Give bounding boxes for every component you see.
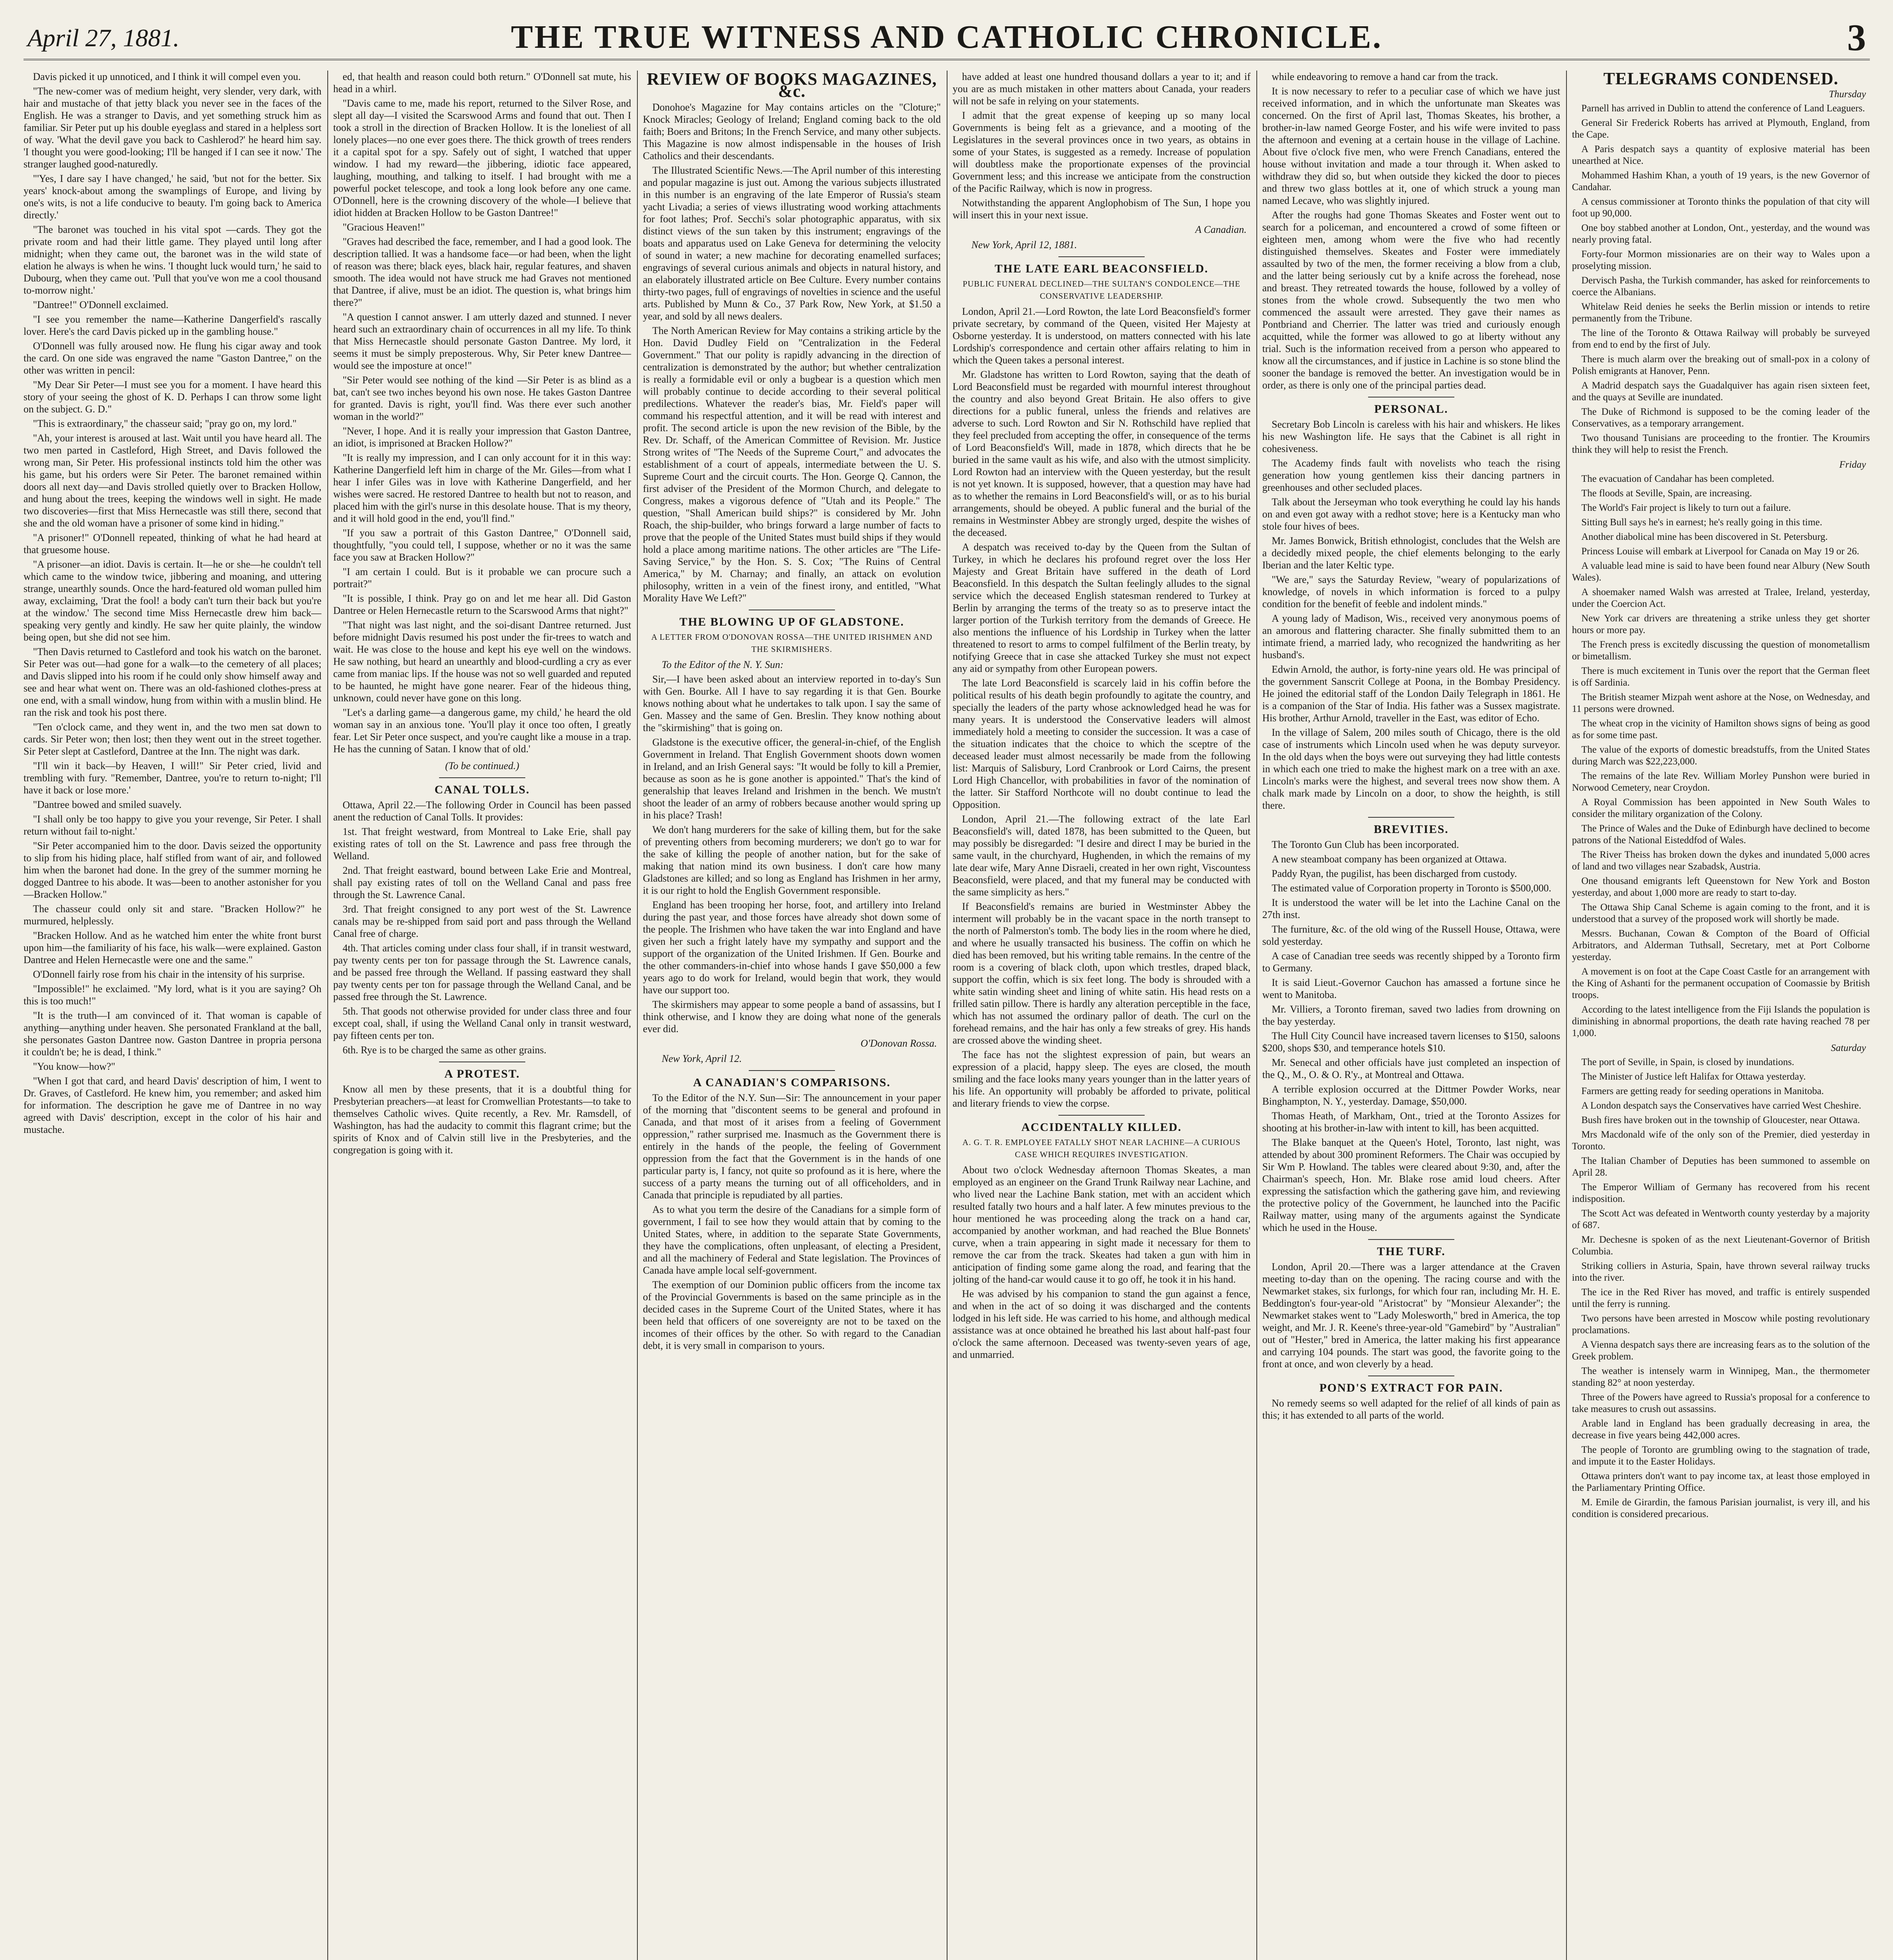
paragraph: If Beaconsfield's remains are buried in Westminster Abbey the interment will probably be in the vacant space in the north transept to the north of Palmerston's tomb. The body lies in the room where he died, and where he usually transacted his business. The coffin on which he died has been removed, but his writing table remains. In the centre of the room is a covering of black cloth, upon which trestles, draped black, support the coffin, which is six feet long. The body is shrouded with a white satin winding sheet and lining of white satin. His head rests on a frilled satin pillow. There is hardly any alteration perceptible in the face, which has not assumed the ordinary pallor of death. The curl on the forehead remains, and the hair has only a few streaks of grey. His hands are crossed above the winding sheet. [953,901,1251,1046]
paragraph: "Davis came to me, made his report, returned to the Silver Rose, and slept all day—I visited the Scarswood Arms and found that out. Then I took a stroll in the direction of Bracken Hollow. It is the loneliest of all lonely places—no one ever goes there. The thick growth of trees renders it a capital spot for a spy. Safely out of sight, I watched that upper window. I had my reward—the jibbering, idiotic face appeared, laughing, mouthing, and talking to itself. I had brought with me a powerful pocket telescope, and took a long look before any one came. O'Donnell, here is the crowning discovery of the whole—I believe that idiot hidden at Bracken Hollow to be Gaston Dantree!" [333,98,631,218]
paragraph: have added at least one hundred thousand dollars a year to it; and if you are as much mistaken in other matters about Canada, your readers will not be safe in relying on your statements. [953,71,1251,107]
paragraph: General Sir Frederick Roberts has arrived at Plymouth, England, from the Cape. [1572,118,1870,140]
paragraph: "Impossible!" he exclaimed. "My lord, what is it you are saying? Oh this is too much!" [24,983,321,1007]
paragraph: Thomas Heath, of Markham, Ont., tried at the Toronto Assizes for shooting at his brother-in-law with intent to kill, has been acquitted. [1262,1110,1560,1134]
paragraph: A Royal Commission has been appointed in New South Wales to consider the military organization of the Colony. [1572,797,1870,819]
gladstone-dateline: New York, April 12. [662,1053,742,1064]
paragraph: A census commissioner at Toronto thinks the population of that city will foot up 90,000. [1572,196,1870,219]
paragraph: The evacuation of Candahar has been completed. [1581,474,1775,484]
paragraph: The exemption of our Dominion public officers from the income tax of the Provincial Governments is based on the same principle as in the decided cases in the Supreme Court of the United States, where it has been held that officers of one sovereignty are not to be taxed on the incomes of their offices by the other. So with regard to the Canadian debt, it is very small in comparison to yours. [643,1279,941,1351]
paragraph: A Vienna despatch says there are increasing fears as to the solution of the Greek problem. [1572,1339,1870,1362]
paragraph: Ottawa printers don't want to pay income tax, at least those employed in the Parliamentary Printing Office. [1572,1471,1870,1493]
newspaper-page [24,12,1870,1960]
newspaper-title: THE TRUE WITNESS AND CATHOLIC CHRONICLE. [511,19,1383,55]
column-1 [24,71,321,1960]
paragraph: The face has not the slightest expression of pain, but wears an expression of a placid, happy sleep. The eyes are closed, the mouth smiling and the face looks many years younger than in the latter years of his life. An opportunity will probably be afforded to private, political and literary friends to view the corpse. [953,1049,1251,1109]
paragraph: A London despatch says the Conservatives have carried West Cheshire. [1581,1100,1862,1111]
paragraph: Mohammed Hashim Khan, a youth of 19 years, is the new Governor of Candahar. [1572,170,1870,192]
review-section-title: REVIEW OF BOOKS MAGAZINES, &c. [647,71,937,101]
paragraph: "Then Davis returned to Castleford and took his watch on the baronet. Sir Peter was out—had gone for a walk—to the cemetery of all places; and Davis slipped into his room if he could only show himself away and see and hear what went on. There was an old-fashioned clothes-press at one end, with a small window, hung from within with a muslin blind. He ran the risk and took his post there. [24,646,321,718]
paragraph: Sir,—I have been asked about an interview reported in to-day's Sun with Gen. Bourke. All I have to say regarding it is that Gen. Bourke knows nothing about what he undertakes to talk upon. I say the same of Gen. Massey and the same of Gen. Breslin. They know nothing about the "skirmishing" that is going on. [643,673,941,733]
paragraph: Mr. Villiers, a Toronto fireman, saved two ladies from drowning on the bay yesterday. [1262,1004,1560,1027]
telegrams-saturday [1572,1056,1870,1520]
personal-heading: PERSONAL. [1374,403,1448,416]
accident-heading: ACCIDENTALLY KILLED. [1021,1121,1182,1134]
beaconsfield-subheading: PUBLIC FUNERAL DECLINED—THE SULTAN'S CONDOLENCE—THE CONSERVATIVE LEADERSHIP. [962,279,1241,301]
paragraph: There is much excitement in Tunis over the report that the German fleet is off Sardinia. [1572,666,1870,688]
to-be-continued: (To be continued.) [445,760,519,771]
paragraph: The wheat crop in the vicinity of Hamilton shows signs of being as good as for some time past. [1572,718,1870,740]
paragraph: Ottawa, April 22.—The following Order in Council has been passed anent the reduction of Canal Tolls. It provides: [333,799,631,823]
paragraph: O'Donnell fairly rose from his chair in the intensity of his surprise. [33,969,305,980]
paragraph: A new steamboat company has been organized at Ottawa. [1272,853,1507,865]
paragraph: "Dantree bowed and smiled suavely. [33,799,182,810]
paragraph: The value of the exports of domestic breadstuffs, from the United States during March was $22,223,000. [1572,744,1870,767]
paragraph: A young lady of Madison, Wis., received very anonymous poems of an amorous and flattering character. She finally submitted them to an intimate friend, a married lady, who recognized the handwriting as her husband's. [1262,613,1560,661]
paragraph: The Italian Chamber of Deputies has been summoned to assemble on April 28. [1572,1156,1870,1178]
paragraph: A despatch was received to-day by the Queen from the Sultan of Turkey, in which he declares his profound regret over the loss Her Majesty and Great Britain have suffered in the death of Lord Beaconsfield. In this despatch the Sultan feelingly alludes to the signal service which the deceased English statesman rendered to Turkey at Berlin by arranging the terms of the treaty so as to preserve intact the larger portion of the Turkish territory from the demands of Greece. He also mentions the influence of his Lordship in Turkey when the latter threatened to resort to arms to compel fulfilment of the Berlin treaty, by notifying Greece that in case she attacked Turkey she must not expect any aid or sympathy from other European powers. [953,541,1251,674]
paragraph: It is understood the water will be let into the Lachine Canal on the 27th inst. [1262,897,1560,920]
paragraph: "If you saw a portrait of this Gaston Dantree," O'Donnell said, thoughtfully, "you could tell, I suppose, whether or no it was the same face you saw at Bracken Hollow?" [333,527,631,563]
paragraph: The weather is intensely warm in Winnipeg, Man., the thermometer standing 82° at noon yesterday. [1572,1366,1870,1388]
beaconsfield-article [953,305,1251,1109]
column-2 [333,71,631,1960]
divider [749,1070,835,1071]
day-label-saturday: Saturday [1831,1043,1866,1053]
paragraph: Mr. Dechesne is spoken of as the next Lieutenant-Governor of British Columbia. [1572,1234,1870,1257]
paragraph: "We are," says the Saturday Review, "weary of popularizations of knowledge, of novels in which information is forced to a pulpy condition for the benefit of feeble and indolent minds." [1262,574,1560,610]
paragraph: Bush fires have broken out in the township of Gloucester, near Ottawa. [1581,1115,1860,1125]
paragraph: "The baronet was touched in his vital spot —cards. They got the private room and had their little game. They played until long after midnight; when they came out, the baronet was in the wild state of elation he always is when he wins. 'I thought luck would turn,' he said to Dubourg, when they came out. 'Pull that you've won me a cool thousand to-morrow night.' [24,224,321,296]
divider [1058,1115,1145,1116]
paragraph: England has been trooping her horse, foot, and artillery into Ireland during the past year, and those forces have already shot down some of the people. The Irishmen who have taken the war into England and have given her such a fright lately have my sympathy and support and the support of the organization of the United Irishmen. If Gen. Bourke and the other commanders-in-chief into whose hands I gave $50,000 a few years ago to do work for Ireland, would begin that work, they would have our support too. [643,899,941,996]
paragraph: Whitelaw Reid denies he seeks the Berlin mission or intends to retire permanently from the Tribune. [1572,301,1870,324]
paragraph: As to what you term the desire of the Canadians for a simple form of government, I fail to see how they would attain that by coming to the United States, where, in addition to the separate State Governments, they have the complications, often unpleasant, of electing a President, and all the machinery of Federal and State legislation. The Provinces of Canada have ample local self-government. [643,1204,941,1276]
accident-article-continued [1262,71,1560,391]
column-rule [1566,71,1567,1960]
paragraph: "'Yes, I dare say I have changed,' he said, 'but not for the better. Six years' knock-about among the swamplings of Europe, and living by one's wits, is not a life conducive to beauty. I'm going back to America directly.' [24,173,321,221]
paragraph: "I am certain I could. But is it probable we can procure such a portrait?" [333,566,631,590]
telegrams-heading: TELEGRAMS CONDENSED. [1603,71,1839,88]
gladstone-signature: O'Donovan Rossa. [860,1038,937,1049]
paragraph: The people of Toronto are grumbling owing to the stagnation of trade, and impute it to the Easter Holidays. [1572,1445,1870,1467]
paragraph: Mr. James Bonwick, British ethnologist, concludes that the Welsh are a decidedly mixed people, the chief elements belonging to the early Iberian and the later Keltic type. [1262,535,1560,571]
paragraph: "Bracken Hollow. And as he watched him enter the white front burst upon him—the familiarity of his face, his walk—were explained. Gaston Dantree and Helen Hernecastle were one and the same." [24,930,321,965]
paragraph: Two persons have been arrested in Moscow while posting revolutionary proclamations. [1572,1313,1870,1336]
paragraph: "A prisoner—an idiot. Davis is certain. It—he or she—he couldn't tell which came to the window twice, jibbering and moaning, and uttering strange, unearthly sounds. Once the hard-featured old woman pulled him away, exclaiming, 'Drat the fool! a body can't turn their back but you're at the window.' The second time Miss Hernecastle drew him back—speaking very gently and kindly. He saw her quite plainly, the window being open, but she did not see him. [24,559,321,643]
paragraph: The Hull City Council have increased tavern licenses to $150, saloons $200, shops $30, and temperance hotels $10. [1262,1030,1560,1054]
accident-article [953,1164,1251,1361]
paragraph: "A question I cannot answer. I am utterly dazed and stunned. I never heard such an extraordinary chain of occurrences in all my life. To think that Miss Hernecastle should personate Gaston Dantree. My lord, it seems it must be simply preposterous. Why, Sir Peter knew Dantree—would see the imposture at once!" [333,311,631,371]
paragraph: I admit that the great expense of keeping up so many local Governments is being felt as a grievance, and a mooting of the Legislatures in the several provinces once in two years, as obtains in some of your States, is suggested as a remedy. Increase of population will doubtless make the proportionate expenses of the provincial Government less; and this increase we anticipate from the construction of the Pacific Railway, which is now in progress. [953,110,1251,194]
paragraph: According to the latest intelligence from the Fiji Islands the population is diminishing in abnormal proportions, the death rate having reached 78 per 1,000. [1572,1004,1870,1038]
personal-items [1262,418,1560,811]
paragraph: To the Editor of the N.Y. Sun—Sir: The announcement in your paper of the morning that "discontent seems to be general and profound in Canada, and that most of it arises from a feeling of Government oppression," rather surprised me. Inasmuch as the Government there is entirely in the hands of the people, the feeling of Government oppression from the fact that the Government is in the hands of one particular party is, I fancy, not quite so profound as it is here, where the success of a party means the turning out of all officeholders, and in Canada that principle is repudiated by all parties. [643,1092,941,1201]
paragraph: "A prisoner!" O'Donnell repeated, thinking of what he had heard at that gruesome house. [24,532,321,555]
paragraph: Mr. Senecal and other officials have just completed an inspection of the Q., M., O. & O. R'y., at Montreal and Ottawa. [1262,1057,1560,1080]
paragraph: Talk about the Jerseyman who took everything he could lay his hands on and even got away with a redhot stove; here is a Kentucky man who stole four hives of bees. [1262,496,1560,532]
paragraph: "Gracious Heaven!" [343,221,425,233]
paragraph: Another diabolical mine has been discovered in St. Petersburg. [1581,532,1828,542]
paragraph: "Sir Peter accompanied him to the door. Davis seized the opportunity to slip from his hiding place, half stifled from want of air, and followed him when the baronet had done. In the grey of the summer morning he dogged Dantree to his abode. It was—been to another astonisher for you—Bracken Hollow." [24,840,321,900]
beaconsfield-heading: THE LATE EARL BEACONSFIELD. [995,262,1209,275]
canal-tolls-article [333,799,631,1056]
issue-date: April 27, 1881. [27,24,180,52]
protest-heading: A PROTEST. [444,1067,520,1080]
paragraph: 4th. That articles coming under class four shall, if in transit westward, pay twenty cents per ton for passage through the St. Lawrence canals, and be passed free through the Welland. If passing eastward they shall pay twenty cents per ton for passage through the Welland Canal, and be passed free through the St. Lawrence. [333,942,631,1002]
paragraph: The British steamer Mizpah went ashore at the Nose, on Wednesday, and 11 persons were drowned. [1572,692,1870,714]
paragraph: London, April 21.—The following extract of the late Earl Beaconsfield's will, dated 1878, has been submitted to the Queen, but may possibly be disregarded: "I desire and direct I may be buried in the same vault, in the churchyard, Hughenden, in which the remains of my late dear wife, Mary Anne Disraeli, created in her own right, Viscountess Beaconsfield, were placed, and that my funeral may be conducted with the same simplicity as hers." [953,813,1251,898]
paragraph: "This is extraordinary," the chasseur said; "pray go on, my lord." [33,418,297,429]
comparisons-letter [643,1092,941,1352]
paragraph: "Never, I hope. And it is really your impression that Gaston Dantree, an idiot, is imprisoned at Bracken Hollow?" [333,425,631,449]
paragraph: Donohoe's Magazine for May contains articles on the "Cloture;" Knock Miracles; Geology of Ireland; England coming back to the old faith; Boers and Britons; In the French Service, and many other subjects. This Magazine is now almost indispensable in the houses of Irish Catholics and their descendants. [643,102,941,162]
paragraph: The remains of the late Rev. William Morley Punshon were buried in Norwood Cemetery, near Croydon. [1572,771,1870,793]
paragraph: Princess Louise will embark at Liverpool for Canada on May 19 or 26. [1581,546,1859,557]
serial-story [24,71,321,1136]
column-3 [643,71,941,1960]
canadian-dateline: New York, April 12, 1881. [971,239,1077,250]
paragraph: The Academy finds fault with novelists who teach the rising generation how young gentlemen kiss their dancing partners in greenhouses and other secluded places. [1262,457,1560,493]
paragraph: M. Emile de Girardin, the famous Parisian journalist, is very ill, and his condition is considered precarious. [1572,1497,1870,1519]
column-rule [327,71,328,1960]
paragraph: We don't hang murderers for the sake of killing them, but for the sake of preventing others from becoming murderers; we don't go to war for the sake of killing the people of another nation, but for the sake of making that nation mind its own business. I don't care how many Gladstones are killed; and so long as England has Irishmen in her army, it is our right to hold the English Government responsible. [643,824,941,896]
book-reviews [643,101,941,604]
paragraph: It is now necessary to refer to a peculiar case of which we have just received information, and in which the unfortunate man Skeates was concerned. On the first of April last, Thomas Skeates, his brother, a brother-in-law named George Foster, and his wife were invited to pass the afternoon and evening at a certain house in the village of Lachine. About five o'clock five men, who were French Canadians, entered the house without invitation and made a tour through it. When asked to withdraw they did so, but when outside they kicked the door to pieces and threw two glass bottles at it, one of which struck a young man named Lecave, who was slightly injured. [1262,85,1560,206]
divider [1058,256,1145,257]
day-label-thursday: Thursday [1829,89,1866,100]
paragraph: The port of Seville, in Spain, is closed by inundations. [1581,1057,1794,1067]
paragraph: New York car drivers are threatening a strike unless they get shorter hours or more pay. [1572,613,1870,635]
comparisons-heading: A CANADIAN'S COMPARISONS. [693,1076,891,1089]
paragraph: There is much alarm over the breaking out of small-pox in a colony of Polish emigrants at Hanover, Penn. [1572,354,1870,376]
paragraph: The line of the Toronto & Ottawa Railway will probably be surveyed from end to end by the first of July. [1572,328,1870,350]
paragraph: "I see you remember the name—Katherine Dangerfield's rascally lover. Here's the card Davis picked up in the gambling house." [24,314,321,337]
comparisons-letter-continued [953,71,1251,221]
page-number: 3 [1847,16,1866,58]
paragraph: The floods at Seville, Spain, are increasing. [1581,488,1752,499]
paragraph: The River Theiss has broken down the dykes and inundated 5,000 acres of land and two villages near Szabadsk, Austria. [1572,849,1870,872]
paragraph: Three of the Powers have agreed to Russia's proposal for a conference to take measures to crush out assassins. [1572,1392,1870,1414]
telegrams-thursday [1572,103,1870,456]
paragraph: London, April 21.—Lord Rowton, the late Lord Beaconsfield's former private secretary, by command of the Queen, visited Her Majesty at Osborne yesterday. It is understood, on matters connected with his late Lordship's correspondence and certain other affairs relating to him in which the Queen takes a personal interest. [953,306,1251,366]
canal-tolls-heading: CANAL TOLLS. [434,783,530,796]
turf-heading: THE TURF. [1377,1245,1446,1258]
paragraph: The Ottawa Ship Canal Scheme is again coming to the front, and it is understood that a survey of the proposed work will shortly be made. [1572,902,1870,924]
paragraph: The furniture, &c. of the old wing of the Russell House, Ottawa, were sold yesterday. [1262,924,1560,947]
paragraph: Dervisch Pasha, the Turkish commander, has asked for reinforcements to coerce the Albanians. [1572,275,1870,298]
paragraph: "Ten o'clock came, and they went in, and the two men sat down to cards. Sir Peter won; then lost; then they went out in the street together. Sir Peter slept at Castleford, Dantree at the Inn. The night was dark. [24,721,321,757]
paragraph: The chasseur could only sit and stare. "Bracken Hollow?" he murmured, helplessly. [24,903,321,927]
paragraph: "That night was last night, and the soi-disant Dantree returned. Just before midnight Davis resumed his post under the fir-trees to watch and wait. He was close to the house and kept his eye well on the windows. He saw nothing, but heard an unearthly and blood-curdling a cry as ever came from maniac lips. If the house was not so well guarded and reputed to be haunted, he might have gone nearer. Fear of the hideous thing, unknown, could never have gone on this long. [333,619,631,704]
paragraph: Messrs. Buchanan, Cowan & Compton of the Board of Official Arbitrators, and Alderman Tuthsall, Secretary, met at Port Colborne yesterday. [1572,928,1870,962]
paragraph: About two o'clock Wednesday afternoon Thomas Skeates, a man employed as an engineer on the Grand Trunk Railway near Lachine, and who lived near the Lachine Bank station, met with an accident which resulted fatally two hours and a half later. A few minutes previous to the hour mentioned he was proceeding along the track on a hand car, accompanied by another workman, and had reached the Blue Bonnets' curve, when a train appearing in sight made it necessary for them to remove the car from the track. Skeates had taken a gun with him in anticipation of finding some game along the road, and fearing that the jolting of the hand-car would cause it to go off, he took it in his hand. [953,1164,1251,1285]
paragraph: The Emperor William of Germany has recovered from his recent indisposition. [1572,1182,1870,1204]
paragraph: The North American Review for May contains a striking article by the Hon. David Dudley Field on "Centralization in the Federal Government." That our polity is rapidly advancing in the direction of centralization is demonstrated by the author; but whether centralization is really a formidable evil or only a bugbear is a question which men will probably continue to decide according to their several political predilections. Whatever the reader's bias, Mr. Field's paper will command his respectful attention, and it will be read with interest and profit. The second article is upon the new revision of the Bible, by the Rev. Dr. Schaff, of the American Committee of Revision. Mr. Justice Strong writes of "The Needs of the Supreme Court," and advocates the establishment of a court of appeals, intermediate between the U. S. Supreme Court and the circuit courts. The Hon. George Q. Cannon, the first adviser of the President of the Mormon Church, and delegate to Congress, makes a vigorous defence of "Utah and its People." The question, "Shall American build ships?" is considered by Mr. John Roach, the ship-builder, who brings forward a large number of facts to prove that the people of the United States must build ships if they would hold a place among maritime nations. The other articles are "The Life-Saving Service," by the Hon. S. S. Cox; "The Ruins of Central America," by M. Charnay; and finally, an attack on evolution philosophy, written in a vein of the finest irony, and entitled, "What Morality Have We Left?" [643,325,941,604]
paragraph: "Let's a darling game—a dangerous game, my child,' he heard the old woman say in an anxious tone. 'You'll play it once too often, I greatly fear. Let Sir Peter once suspect, and you're caught like a mouse in a trap. He has the cunning of Satan. I know that of old.' [333,707,631,755]
paragraph: The skirmishers may appear to some people a band of assassins, but I think otherwise, and I know they are doing what none of the generals ever did. [643,999,941,1034]
paragraph: London, April 20.—There was a larger attendance at the Craven meeting to-day than on the opening. The racing course and with the Newmarket stakes, six furlongs, for which four ran, including Mr. H. E. Beddington's four-year-old "Aristocrat" by "Monsieur Alexander"; the Newmarket stakes went to "Lady Molesworth," bred in America, the top weight, and Mr. J. R. Keene's three-year-old "Gamebird" by "Australian" out of "Hester," bred in America, the latter making his first appearance and carrying 104 pounds. The start was good, the favorite going to the front at once, and won cleverly by a head. [1262,1261,1560,1370]
divider [1368,1239,1454,1240]
paragraph: He was advised by his companion to stand the gun against a fence, and when in the act of so doing it was discharged and the contents lodged in his left side. He was carried to his home, and although medical assistance was at once obtained he breathed his last about half-past four o'clock the same afternoon. Deceased was twenty-seven years of age, and unmarried. [953,1288,1251,1360]
paragraph: Mrs Macdonald wife of the only son of the Premier, died yesterday in Toronto. [1572,1129,1870,1152]
paragraph: A valuable lead mine is said to have been found near Albury (New South Wales). [1572,561,1870,583]
paragraph: In the village of Salem, 200 miles south of Chicago, there is the old case of instruments which Lincoln used when he was deputy surveyor. In the old days when the boys were out surveying they had little contests in which each one tried to make the highest mark on a tree with an axe. Lincoln's marks were the highest, and several trees now show them. A chalk mark made by Lincoln on a door, to show the heighth, is still there. [1262,727,1560,811]
paragraph: The Scott Act was defeated in Wentworth county yesterday by a majority of 687. [1572,1208,1870,1230]
paragraph: The ice in the Red River has moved, and traffic is entirely suspended until the ferry is running. [1572,1287,1870,1309]
paragraph: A terrible explosion occurred at the Dittmer Powder Works, near Binghampton, N. Y., yesterday. Damage, $50,000. [1262,1083,1560,1107]
paragraph: It is said Lieut.-Governor Cauchon has amassed a fortune since he went to Manitoba. [1262,977,1560,1000]
paragraph: The Duke of Richmond is supposed to be the coming leader of the Conservatives, as a temporary arrangement. [1572,407,1870,429]
paragraph: while endeavoring to remove a hand car from the track. [1272,71,1498,82]
paragraph: Parnell has arrived in Dublin to attend the conference of Land Leaguers. [1581,103,1865,114]
paragraph: Striking colliers in Asturia, Spain, have thrown several railway trucks into the river. [1572,1261,1870,1283]
gladstone-subheading: A LETTER FROM O'DONOVAN ROSSA—THE UNITED IRISHMEN AND THE SKIRMISHERS. [651,632,933,654]
paragraph: O'Donnell was fully aroused now. He flung his cigar away and took the card. On one side was engraved the name "Gaston Dantree," on the other was written in pencil: [24,340,321,376]
paragraph: The World's Fair project is likely to turn out a failure. [1581,503,1791,513]
paragraph: Mr. Gladstone has written to Lord Rowton, saying that the death of Lord Beaconsfield must be regarded with mournful interest throughout the country and also beyond Great Britain. He also offers to give directions for a public funeral, unless the friends and relatives are adverse to such. Lord Rowton and Sir N. Rothschild have replied that they feel precluded from accepting the offer, in consequence of the terms of Lord Beaconsfield's Will, made in 1878, which directs that he be buried in the same vault as his wife, and also with the utmost simplicity. Lord Rowton had an interview with the Queen yesterday, but the result is not yet known. It is supposed, however, that a question may have had as to whether the remains in Lord Beaconsfield's will, or as to his burial arrangements, should be obeyed. A public funeral and the burial of the remains in Westminster Abbey are strongly urged, despite the wishes of the deceased. [953,369,1251,538]
paragraph: "Sir Peter would see nothing of the kind —Sir Peter is as blind as a bat, can't see two inches beyond his own nose. He takes Gaston Dantree for granted. Davis is right, you'll find. Was there ever such another woman in the world?" [333,374,631,422]
paragraph: "It is the truth—I am convinced of it. That woman is capable of anything—anything under heaven. She personated Frankland at the ball, she personates Gaston Dantree now. Gaston Dantree in propria persona it couldn't be; he is dead, I think." [24,1010,321,1058]
paragraph: After the roughs had gone Thomas Skeates and Foster went out to search for a policeman, and encountered a crowd of some fifteen or eighteen men, among whom were the five who had recently distinguished themselves. Skeates and Foster were immediately assaulted by two of the men, the former receiving a blow from a club, and the latter being seriously cut by a knife across the forehead, nose and breast. They retreated towards the house, followed by a volley of stones from the whole crowd. Subsequently the two men who commenced the assault were arrested. They gave their names as Pontbriand and Cherrier. The latter was tried and curiously enough acquitted, while the former was allowed to go at liberty without any trial. Such is the information received from a person who appeared to know all the circumstances, and if justice in Lachine is so stone blind the sooner the bandage is removed the better. An investigation would be in order, as there is only one of the principal parties dead. [1262,209,1560,391]
paragraph: A Madrid despatch says the Guadalquiver has again risen sixteen feet, and the quays at Seville are inundated. [1572,380,1870,403]
paragraph: "I shall only be too happy to give you your revenge, Sir Peter. I shall return without fail to-night.' [24,813,321,837]
accident-subheading: A. G. T. R. EMPLOYEE FATALLY SHOT NEAR LACHINE—A CURIOUS CASE WHICH REQUIRES INVESTIGATION. [962,1138,1241,1159]
paragraph: Paddy Ryan, the pugilist, has been discharged from custody. [1272,868,1517,879]
serial-story-continued [333,71,631,755]
paragraph: The French press is excitedly discussing the question of monometallism or bimetallism. [1572,639,1870,662]
paragraph: "Ah, your interest is aroused at last. Wait until you have heard all. The two men parted in Castleford, High Street, and Davis followed the wrong man, Sir Peter. His professional instincts told him the other was his game, but his orders were Sir Peter. The baronet remained within doors all next day—and Davis strolled quietly over to Bracken Hollow, and hung about the trees, keeping the windows well in sight. He made two discoveries—first that Miss Hernecastle was still there, second that she and the old woman have a prisoner of some kind in hiding." [24,432,321,529]
telegrams-friday [1572,473,1870,1039]
paragraph: The Minister of Justice left Halifax for Ottawa yesterday. [1581,1071,1806,1082]
paragraph: "Dantree!" O'Donnell exclaimed. [33,299,169,310]
paragraph: "I'll win it back—by Heaven, I will!" Sir Peter cried, livid and trembling with fury. "Remember, Dantree, you're to return to-night; I'll have it back or lose more.' [24,760,321,796]
paragraph: 2nd. That freight eastward, bound between Lake Erie and Montreal, shall pay existing rates of toll on the Welland Canal and pass free through the St. Lawrence Canal. [333,865,631,900]
paragraph: Davis picked it up unnoticed, and I think it will compel even you. [33,71,301,82]
article-columns [24,71,1870,1960]
column-5 [1262,71,1560,1960]
paragraph: 3rd. That freight consigned to any port west of the St. Lawrence canals may be re-shipped from said port and pass through the Welland Canal free of charge. [333,904,631,939]
paragraph: A shoemaker named Walsh was arrested at Tralee, Ireland, yesterday, under the Coercion Act. [1572,587,1870,609]
paragraph: "You know—how?" [33,1061,115,1072]
paragraph: 1st. That freight westward, from Montreal to Lake Erie, shall pay existing rates of toll on the St. Lawrence and pass free through the Welland. [333,826,631,862]
paragraph: "Graves had described the face, remember, and I had a good look. The description tallied. It was a handsome face—or had been, when the light of reason was there; black eyes, black hair, regular features, and shaven smooth. The idea would not have struck me had Graves not mentioned that Dantree, if alive, must be an idiot. The question is, what brings him there?" [333,236,631,308]
paragraph: Two thousand Tunisians are proceeding to the frontier. The Kroumirs think they will help to resist the French. [1572,433,1870,455]
column-4 [953,71,1251,1960]
brevities-heading: BREVITIES. [1374,823,1449,836]
paragraph: The estimated value of Corporation property in Toronto is $500,000. [1272,882,1552,894]
paragraph: "It is possible, I think. Pray go on and let me hear all. Did Gaston Dantree or Helen Hernecastle return to the Scarswood Arms that night?" [333,593,631,616]
paragraph: Gladstone is the executive officer, the general-in-chief, of the English Government in Ireland. That English Government shoots down women in Ireland, and an Irish General says: "It would be folly to kill a Premier, because as soon as he is gone another is appointed." That's the kind of generalship that leaves Ireland and Irishmen in the bench. We mustn't shoot the leader of an army of robbers because another would spring up in his place? Trash! [643,737,941,821]
paragraph: The Prince of Wales and the Duke of Edinburgh have declined to become patrons of the National Eisteddfod of Wales. [1572,823,1870,846]
paragraph: "My Dear Sir Peter—I must see you for a moment. I have heard this story of your seeing the ghost of K. D. Perhaps I can throw some light on the subject. G. D." [24,379,321,415]
divider [1368,817,1454,818]
turf-article [1262,1261,1560,1370]
paragraph: "The new-comer was of medium height, very slender, very dark, with hair and mustache of that jetty black you never see in the faces of the English. He was a stranger to Davis, and yet something struck him as familiar. Sir Peter put up his double eyeglass and stared in a helpless sort of way. 'What the devil gave you back to Cashlerod?' he heard him say. 'I thought you were good-looking; I'll be hanged if I can see it now.' The stranger laughed good-naturedly. [24,85,321,170]
column-6 [1572,71,1870,1960]
paragraph: 5th. That goods not otherwise provided for under class three and four except coal, shall, if using the Welland Canal only in transit westward, pay fifteen cents per ton. [333,1005,631,1041]
paragraph: One boy stabbed another at London, Ont., yesterday, and the wound was nearly proving fatal. [1572,223,1870,245]
paragraph: Edwin Arnold, the author, is forty-nine years old. He was principal of the government Sanscrit College at Poona, in the Bombay Presidency. He joined the editorial staff of the London Daily Telegraph in 1861. He is a companion of the Star of India. His father was a Sussex magistrate. His brother, Arthur Arnold, traveller in the East, was editor of Echo. [1262,664,1560,724]
paragraph: "It is really my impression, and I can only account for it in this way: Katherine Dangerfield left him in charge of the Mr. Giles—from what I hear I infer Giles was in love with Katherine Dangerfield, and her wishes were sacred. He restored Dantree to health but not to reason, and placed him with the girl's nurse in this desolate house. That is my theory, and it will hold good in the end, you'll find." [333,452,631,524]
gladstone-salutation: To the Editor of the N. Y. Sun: [662,659,784,670]
paragraph: The Illustrated Scientific News.—The April number of this interesting and popular magazine is just out. Among the various subjects illustrated in this number is an engraving of the late Emperor of Russia's steam yacht Livadia; a series of views illustrating wood working attachments for foot lathes; Prof. Secchi's solar photographic apparatus, with six distinct views of the sun taken by this instrument; engravings of the boats and apparatus used on Lake Geneva for determining the velocity of sound in water; a new machine for decorating enamelled surfaces; engravings of several curious animals and objects in natural history, and an elaborately illustrated article on Bee Culture. Every number contains thirty-two pages, full of engravings of novelties in science and the useful arts. Published by Munn & Co., 37 Park Row, New York, at $1.50 a year, and sold by all news dealers. [643,165,941,322]
day-label-friday: Friday [1839,459,1866,470]
paragraph: A movement is on foot at the Cape Coast Castle for an arrangement with the King of Ashanti for the permanent occupation of Coomassie by British troops. [1572,966,1870,1000]
column-rule [1256,71,1257,1960]
paragraph: A case of Canadian tree seeds was recently shipped by a Toronto firm to Germany. [1262,950,1560,974]
column-rule [637,71,638,1960]
paragraph: The Blake banquet at the Queen's Hotel, Toronto, last night, was attended by about 300 prominent Reformers. The Chair was occupied by Sir Wm P. Howland. The tables were cleared about 9:30, and, after the Chairman's speech, Hon. Mr. Blake rose amid loud cheers. After expressing the satisfaction which the gathering gave him, and reviewing the protective policy of the Government, he launched into the Pacific Railway matter, using many of the arguments against the Syndicate which he used in the House. [1262,1137,1560,1233]
ponds-extract-text: No remedy seems so well adapted for the relief of all kinds of pain as this; it has extended to all parts of the world. [1262,1397,1560,1421]
brevities-items [1262,838,1560,1234]
divider [439,777,525,778]
gladstone-letter [643,673,941,1035]
paragraph: ed, that health and reason could both return." O'Donnell sat mute, his head in a whirl. [333,71,631,94]
paragraph: One thousand emigrants left Queenstown for New York and Boston yesterday, and about 1,000 more are ready to start to-day. [1572,876,1870,898]
paragraph: The late Lord Beaconsfield is scarcely laid in his coffin before the political results of his death begin profoundly to agitate the country, and specially the leaders of the party whose acknowledged head he was for many years. It is understood the Conservative leaders will almost immediately hold a meeting to consider the succession. It was a case of the situation indicates that the choice to which the sceptre of the deceased leader must almost necessarily be made from the following list: Marquis of Salisbury, Lord Cranbrook or Lord Cairns, the present Lord High Chancellor, with probabilities in favor of the nomination of the latter. Sir Stafford Northcote will no doubt continue to lead the Opposition. [953,677,1251,810]
paragraph: Farmers are getting ready for seeding operations in Manitoba. [1581,1086,1824,1096]
ponds-extract-heading: POND'S EXTRACT FOR PAIN. [1319,1381,1503,1394]
paragraph: Notwithstanding the apparent Anglophobism of The Sun, I hope you will insert this in your next issue. [953,197,1251,221]
paragraph: Know all men by these presents, that it is a doubtful thing for Presbyterian preachers—at least for Cromwellian Protestants—to take to themselves Catholic wives. Quite recently, a Rev. Mr. Ramsdell, of Washington, has had the audacity to commit this flagrant crime; but the spirits of Knox and of Calvin still live in the Presbyteries, and the congregation is going with it. [333,1083,631,1156]
protest-article [333,1083,631,1156]
paragraph: Arable land in England has been gradually decreasing in area, the decrease in five years being 442,000 acres. [1572,1418,1870,1441]
paragraph: A Paris despatch says a quantity of explosive material has been unearthed at Nice. [1572,144,1870,166]
paragraph: The Toronto Gun Club has been incorporated. [1272,839,1459,850]
paragraph: Sitting Bull says he's in earnest; he's really going in this time. [1581,517,1822,528]
paragraph: Forty-four Mormon missionaries are on their way to Wales upon a proselyting mission. [1572,249,1870,271]
masthead [24,12,1870,60]
paragraph: "When I got that card, and heard Davis' description of him, I went to Dr. Graves, of Castleford. He knew him, you remember; and asked him for information. The description he gave me of Dantree in no way agreed with Davis' description, except in the color of his hair and mustache. [24,1075,321,1135]
gladstone-heading: THE BLOWING UP OF GLADSTONE. [679,615,904,628]
paragraph: Secretary Bob Lincoln is careless with his hair and whiskers. He likes his new Washington life. He says that the Cabinet is all right in cohesiveness. [1262,419,1560,454]
paragraph: 6th. Rye is to be charged the same as other grains. [343,1044,546,1056]
canadian-signature: A Canadian. [1195,224,1247,235]
